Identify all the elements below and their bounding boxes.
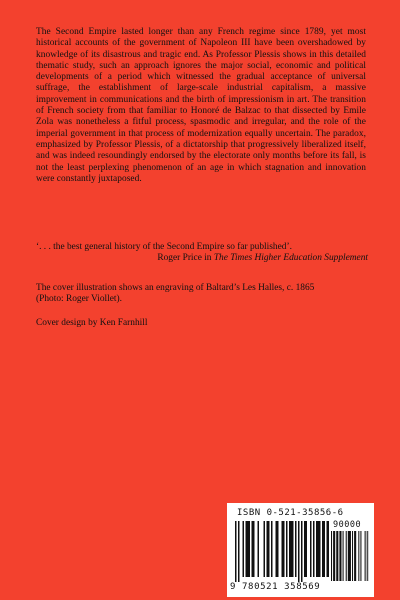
barcode-bar [331,531,332,581]
barcode-bar [258,521,260,577]
barcode-bar [264,521,266,577]
barcode-bar [301,521,303,582]
barcode-bar [252,521,255,577]
barcode-bar [286,521,288,577]
price-code: 90000 [333,520,362,530]
barcode-bar [327,521,330,577]
barcode-bar [271,521,273,577]
barcode-bar [367,531,368,581]
barcode-bar [365,531,366,581]
barcode-bar [358,531,359,581]
cover-design-credit: Cover design by Ken Farnhill [36,318,148,328]
barcode-bar [352,531,353,581]
cover-illustration-note: The cover illustration shows an engraving of Baltard’s Les Halles, c. 1865 (Photo: Roger Viollet). [36,283,315,305]
barcode-bar [336,531,338,581]
quote-text: ‘. . . the best general history of the Second Empire so far published’. [36,242,292,252]
barcode-bar [354,531,356,581]
barcode-bar [298,521,300,582]
barcode-bar [333,531,335,581]
barcode-block [227,503,374,597]
barcode-bar [243,521,245,577]
barcode-bar [322,521,325,577]
barcode-bar [348,531,351,581]
barcode-bar [238,521,240,582]
addon-barcode [331,531,369,583]
barcode-bar [282,521,285,577]
barcode-bar [310,521,312,577]
quote-attribution [36,253,368,264]
quote-author: Roger Price in [157,253,212,264]
barcode-bar [360,531,361,581]
barcode-bar [346,531,347,581]
barcode-bar [289,521,294,577]
barcode-bar [304,521,307,577]
review-quote [36,242,368,265]
barcode-bar [246,521,251,577]
barcode-bar [313,521,315,577]
barcode-bar [267,521,270,577]
blurb-text: The Second Empire lasted longer than any French regime since 1789, yet most historical accounts of the government of Napoleon III have been overshadowed by knowledge of its disastrous and tragic end. As Professor Plessis shows in this detailed thematic study, such an approach ignores the major social, economic and political developments of a period which witnessed the gradual acceptance of universal suffrage, the establishment of large-scale industrial capitalism, a massive improvement in communications and the birth of impressionism in art. The transition of French society from that familiar to Honoré de Balzac to that dissected by Emile Zola was nonetheless a fitful process, spasmodic and irregular, and the role of the imperial government in that process of modernization equally uncertain. The paradox, emphasized by Professor Plessis, of a dictatorship that progressively liberalized itself, and was indeed resoundingly endorsed by the electorate only months before its fall, is not the least perplexing phenomenon of an age in which stagnation and innovation were constantly juxtaposed. [36,27,366,184]
quote-source: The Times Higher Education Supplement [213,253,368,264]
barcode-bar [295,521,297,577]
ean-number: 9 780521 358569 [230,582,321,592]
isbn-label: ISBN 0-521-35856-6 [237,508,344,518]
barcode-bar [316,521,321,577]
barcode-bar [235,521,237,582]
ean-barcode [235,521,329,583]
barcode-bar [276,521,279,577]
barcode-bar [343,531,344,581]
barcode-bar [339,531,341,581]
